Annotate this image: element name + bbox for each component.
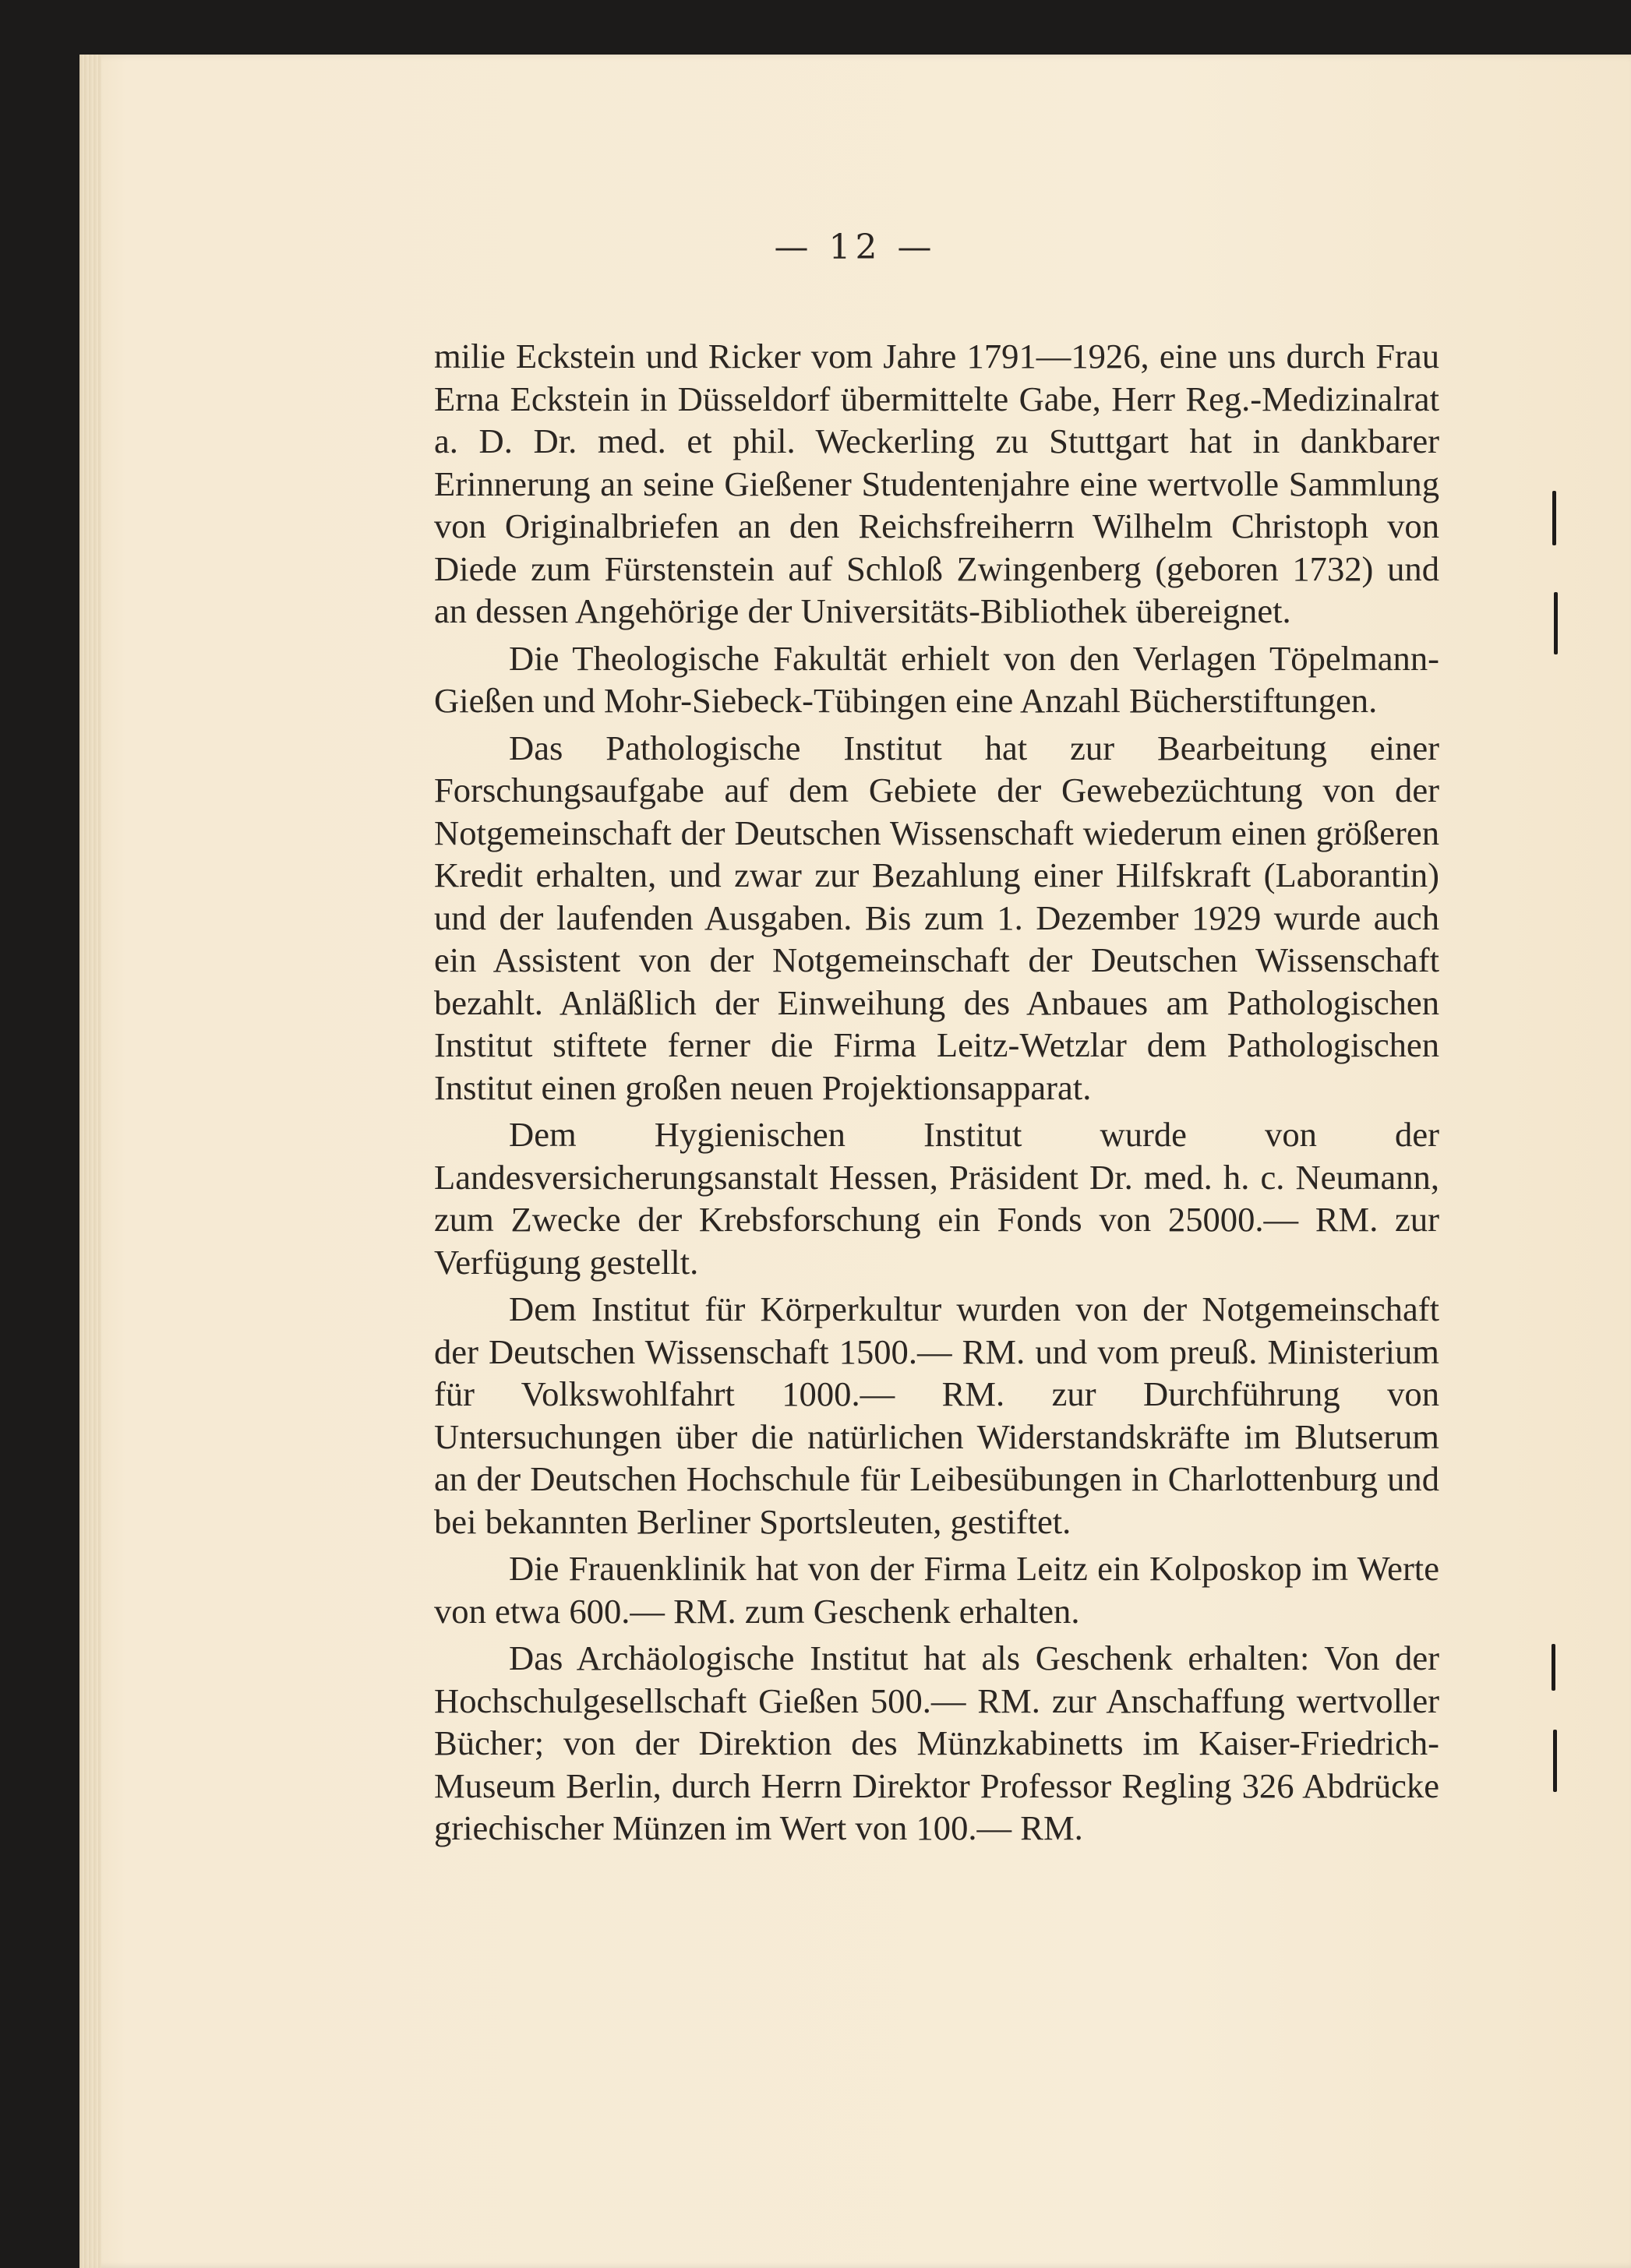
body-text	[434, 335, 1439, 1850]
margin-mark	[1552, 1644, 1555, 1691]
paragraph-library-donations: milie Eckstein und Ricker vom Jahre 1791—1926, eine uns durch Frau Erna Eckstein in Düsseldorf übermittelte Gabe, Herr Reg.-Medizinalrat a. D. Dr. med. et phil. Weckerling zu Stuttgart hat in dankbarer Erinnerung an seine Gießener Studentenjahre eine wertvolle Sammlung von Originalbriefen an den Reichsfreiherrn Wilhelm Christoph von Diede zum Fürstenstein auf Schloß Zwingenberg (geboren 1732) und an dessen Angehörige der Universitäts-Bibliothek übereignet.	[434, 337, 1439, 630]
margin-mark	[1552, 491, 1556, 545]
paragraph-archaeology-institute: Das Archäologische Institut hat als Geschenk erhalten: Von der Hochschulgesellschaft Gießen 500.— RM. zur Anschaffung wertvoller Bücher; von der Direktion des Münzkabinetts im Kaiser-Friedrich-Museum Berlin, durch Herrn Direktor Professor Regling 326 Abdrücke griechischer Münzen im Wert von 100.— RM.	[434, 1638, 1439, 1847]
margin-mark	[1553, 1730, 1557, 1792]
margin-mark	[1554, 592, 1558, 654]
paragraph-pathology-institute: Das Pathologische Institut hat zur Bearbeitung einer Forschungsaufgabe auf dem Gebiete der Gewebezüchtung von der Notgemeinschaft der Deutschen Wissenschaft wiederum einen größeren Kredit erhalten, und zwar zur Bezahlung einer Hilfskraft (Laborantin) und der laufenden Ausgaben. Bis zum 1. Dezember 1929 wurde auch ein Assistent von der Notgemeinschaft der Deutschen Wissenschaft bezahlt. Anläßlich der Einweihung des Anbaues am Pathologischen Institut stiftete ferner die Firma Leitz-Wetzlar dem Pathologischen Institut einen großen neuen Projektionsapparat.	[434, 728, 1439, 1107]
page-number-header: — 12 —	[774, 228, 937, 267]
paragraph-gynecology-clinic: Die Frauenklinik hat von der Firma Leitz ein Kolposkop im Werte von etwa 600.— RM. zum Geschenk erhalten.	[434, 1549, 1439, 1631]
paragraph-hygiene-institute: Dem Hygienischen Institut wurde von der Landesversicherungsanstalt Hessen, Präsident Dr. med. h. c. Neumann, zum Zwecke der Krebsforschung ein Fonds von 25000.— RM. zur Verfügung gestellt.	[434, 1115, 1439, 1282]
paper-page	[79, 55, 1631, 2268]
page-edge-shadow	[79, 55, 101, 2268]
paragraph-physical-culture-institute: Dem Institut für Körperkultur wurden von der Notgemeinschaft der Deutschen Wissenschaft 1500.— RM. und vom preuß. Ministerium für Volkswohlfahrt 1000.— RM. zur Durchführung von Untersuchungen über die natürlichen Widerstandskräfte im Blutserum an der Deutschen Hochschule für Leibesübungen in Charlottenburg und bei bekannten Berliner Sportsleuten, gestiftet.	[434, 1289, 1439, 1541]
paragraph-theology-faculty: Die Theologische Fakultät erhielt von den Verlagen Töpelmann-Gießen und Mohr-Siebeck-Tübingen eine Anzahl Bücherstiftungen.	[434, 638, 1439, 720]
